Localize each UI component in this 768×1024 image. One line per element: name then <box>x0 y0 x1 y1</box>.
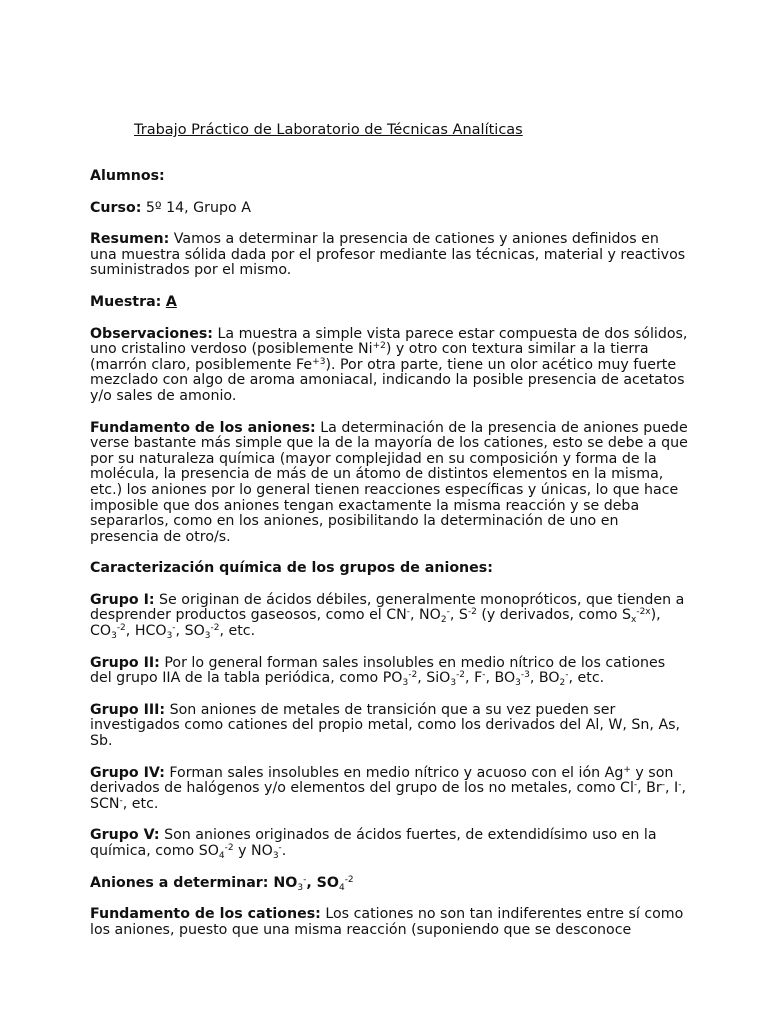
observaciones-text: ) y otro con textura similar a la tierra (marrón claro, posiblemente Fe <box>90 341 649 373</box>
charge-superscript: -2x <box>636 607 651 618</box>
formula-subscript: 3 <box>515 678 521 689</box>
charge-superscript: +2 <box>372 341 386 352</box>
fundamento-aniones-text: La determinación de la presencia de aniones puede verse bastante más simple que la de la mayoría de los cationes, esto se debe a que por su naturaleza química (mayor complejidad en su composición y forma de la molécula, la presencia de más de un átomo de distintos elementos en la misma, etc.) los aniones por lo general tienen reacciones específicas y únicas, lo que hace imposible que dos aniones tengan exactamente la misma reacción y se deba separarlos, como en los aniones, posibilitando la determinación de uno en presencia de otro/s. <box>90 419 688 545</box>
caracterizacion-heading <box>90 561 690 577</box>
grupo-1-text: , S <box>449 607 468 624</box>
grupo-5-text: . <box>281 843 287 859</box>
formula-subscript: 3 <box>297 882 304 893</box>
grupo-1-text: (y derivados, como S <box>476 607 631 624</box>
muestra-label: Muestra: <box>90 293 162 310</box>
curso-value: 5º 14, Grupo A <box>141 199 251 216</box>
grupo-3-label: Grupo III: <box>90 701 166 718</box>
grupo-2-label: Grupo II: <box>90 654 160 671</box>
charge-superscript: -2 <box>210 623 220 634</box>
muestra-paragraph <box>90 295 690 311</box>
grupo-1-text: , etc. <box>219 623 256 640</box>
charge-superscript: -2 <box>408 670 418 681</box>
grupo-1-text: , SO <box>175 623 205 640</box>
grupo-4-paragraph <box>90 766 690 813</box>
grupo-1-label: Grupo I: <box>90 591 155 608</box>
charge-superscript: - <box>119 795 123 806</box>
aniones-determinar-label: Aniones a determinar: <box>90 874 269 891</box>
charge-superscript: -2 <box>344 874 354 885</box>
formula-subscript: 3 <box>272 851 279 861</box>
charge-superscript: -2 <box>224 843 234 853</box>
observaciones-paragraph <box>90 327 690 405</box>
curso-paragraph <box>90 201 690 217</box>
charge-superscript: - <box>482 670 486 681</box>
formula-subscript: 3 <box>166 631 173 642</box>
aniones-determinar-value: NO <box>268 874 298 891</box>
formula-subscript: 2 <box>559 678 566 689</box>
caracterizacion-label: Caracterización química de los grupos de aniones: <box>90 560 493 577</box>
grupo-2-text: , F <box>465 670 483 687</box>
observaciones-text: La muestra a simple vista parece estar compuesta de dos sólidos, uno cristalino verdoso (posiblemente Ni <box>90 325 688 358</box>
aniones-determinar-paragraph <box>90 876 690 892</box>
resumen-text: Vamos a determinar la presencia de cationes y aniones definidos en una muestra sólida dada por el profesor mediante las técnicas, material y reactivos suministrados por el mismo. <box>90 231 686 279</box>
grupo-5-paragraph <box>90 828 690 859</box>
aniones-determinar-value: , SO <box>306 874 339 891</box>
charge-superscript: - <box>565 670 569 681</box>
charge-superscript: +3 <box>312 356 326 367</box>
charge-superscript: -2 <box>456 670 466 681</box>
observaciones-text: ). Por otra parte, tiene un olor acético muy fuerte mezclado con algo de aroma amoniacal, indicando la posible presencia de acetatos y/o sales de amonio. <box>90 356 685 404</box>
fundamento-aniones-label: Fundamento de los aniones: <box>90 419 316 436</box>
grupo-5-text: Son aniones originados de ácidos fuertes, de extendidísimo uso en la química, como SO <box>90 827 657 859</box>
charge-superscript: - <box>303 874 307 885</box>
curso-label: Curso: <box>90 199 142 216</box>
fundamento-aniones-paragraph <box>90 421 690 546</box>
formula-subscript: 2 <box>440 615 447 626</box>
observaciones-label: Observaciones: <box>90 325 213 342</box>
formula-subscript: x <box>631 615 637 626</box>
fundamento-cationes-label: Fundamento de los cationes: <box>90 906 321 923</box>
formula-subscript: 3 <box>450 678 457 689</box>
muestra-value: A <box>165 293 177 310</box>
formula-subscript: 4 <box>218 851 225 861</box>
grupo-3-text: Son aniones de metales de transición que a su vez pueden ser investigados como cationes del propio metal, como los derivados del Al, W, Sn, As, Sb. <box>90 701 681 750</box>
formula-subscript: 4 <box>338 882 345 893</box>
charge-superscript: - <box>172 623 176 634</box>
resumen-paragraph <box>90 232 690 279</box>
charge-superscript: -2 <box>467 607 477 618</box>
resumen-label: Resumen: <box>90 231 170 248</box>
alumnos-paragraph <box>90 169 690 185</box>
grupo-1-text: Se originan de ácidos débiles, generalmente monopróticos, que tienden a desprender productos gaseosos, como el CN <box>90 591 685 624</box>
charge-superscript: - <box>446 607 450 618</box>
grupo-3-paragraph <box>90 703 690 750</box>
charge-superscript: + <box>623 764 631 775</box>
document-body <box>90 169 690 954</box>
grupo-1-text: , HCO <box>125 623 167 640</box>
fundamento-cationes-paragraph <box>90 907 690 938</box>
grupo-2-paragraph <box>90 656 690 687</box>
charge-superscript: - <box>278 843 282 853</box>
formula-subscript: 3 <box>204 631 211 642</box>
charge-superscript: -3 <box>520 670 530 681</box>
charge-superscript: - <box>661 780 665 791</box>
grupo-4-text: , SCN <box>90 780 686 812</box>
grupo-4-text: , Br <box>637 780 662 797</box>
charge-superscript: - <box>406 607 411 618</box>
charge-superscript: - <box>678 780 682 791</box>
charge-superscript: - <box>633 780 638 791</box>
grupo-4-text: y son derivados de halógenos y/o elementos del grupo de los no metales, como Cl <box>90 764 674 797</box>
formula-subscript: 3 <box>402 678 409 689</box>
grupo-1-text: ), CO <box>90 607 661 640</box>
grupo-4-text: , etc. <box>122 795 159 812</box>
grupo-2-text: , SiO <box>417 670 451 687</box>
fundamento-cationes-text: Los cationes no son tan indiferentes entre sí como los aniones, puesto que una misma reacción (suponiendo que se desconoce <box>90 906 684 938</box>
grupo-1-paragraph <box>90 593 690 640</box>
grupo-4-text: , I <box>664 780 679 797</box>
document-title: Trabajo Práctico de Laboratorio de Técnicas Analíticas <box>134 122 523 138</box>
grupo-2-text: , BO <box>529 670 560 687</box>
grupo-4-label: Grupo IV: <box>90 764 165 781</box>
alumnos-label: Alumnos: <box>90 168 165 184</box>
charge-superscript: -2 <box>116 623 126 634</box>
formula-subscript: 3 <box>111 631 117 642</box>
grupo-5-text: y NO <box>233 843 273 859</box>
grupo-2-text: , BO <box>485 670 516 687</box>
grupo-4-text: Forman sales insolubles en medio nítrico y acuoso con el ión Ag <box>164 764 624 781</box>
grupo-1-text: , NO <box>410 607 441 624</box>
grupo-2-text: , etc. <box>568 670 605 687</box>
grupo-5-label: Grupo V: <box>90 827 160 844</box>
grupo-2-text: Por lo general forman sales insolubles en medio nítrico de los cationes del grupo IIA de la tabla periódica, como PO <box>90 654 666 687</box>
